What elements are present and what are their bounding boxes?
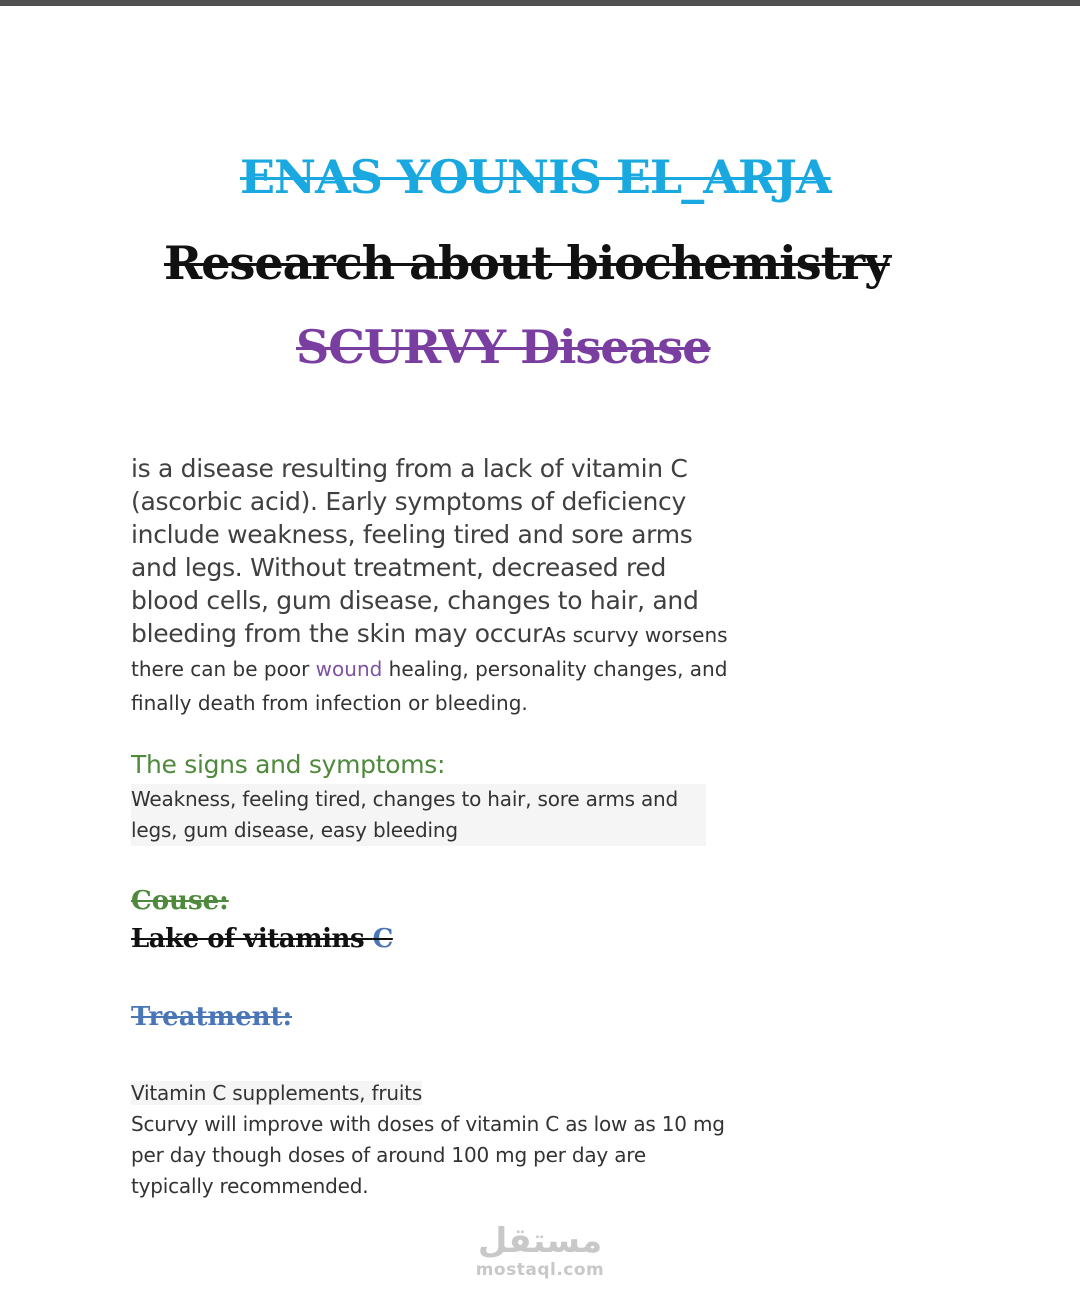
author-name: ENAS YOUNIS EL_ARJA [240, 150, 831, 204]
intro-small-text-b: healing, personality changes, and finally death from infection or bleeding. [131, 657, 728, 715]
signs-text: Weakness, feeling tired, changes to hair, sore arms and legs, gum disease, easy bleeding [131, 784, 706, 846]
watermark-logo: مستقل [477, 1221, 603, 1261]
treatment-text [131, 1078, 731, 1202]
cause-letter: C [372, 924, 393, 954]
watermark-domain: mostaql.com [475, 1260, 605, 1280]
intro-main-text: is a disease resulting from a lack of vitamin C (ascorbic acid). Early symptoms of deficiency include weakness, feeling tired and sore arms and legs. Without treatment, decreased red blood cells, gum disease, changes to hair, and bleeding from the skin may occur [131, 454, 699, 648]
cause-text [131, 924, 393, 954]
cause-heading: Couse: [131, 886, 229, 916]
signs-heading: The signs and symptoms: [131, 750, 446, 779]
cause-text-main: Lake of vitamins [131, 924, 373, 954]
treatment-heading: Treatment: [131, 1002, 293, 1032]
disease-title: SCURVY Disease [296, 320, 711, 374]
wound-link[interactable]: wound [315, 657, 383, 681]
treatment-line-2: Scurvy will improve with doses of vitamin C as low as 10 mg per day though doses of around 100 mg per day are typically recommended. [131, 1112, 725, 1198]
top-bar [0, 0, 1080, 6]
intro-paragraph [131, 452, 741, 719]
watermark [472, 1222, 608, 1280]
treatment-line-1: Vitamin C supplements, fruits [131, 1081, 423, 1105]
document-title: Research about biochemistry [164, 236, 890, 290]
intro-small-text-a: As scurvy worsens there can be poor [131, 623, 728, 681]
